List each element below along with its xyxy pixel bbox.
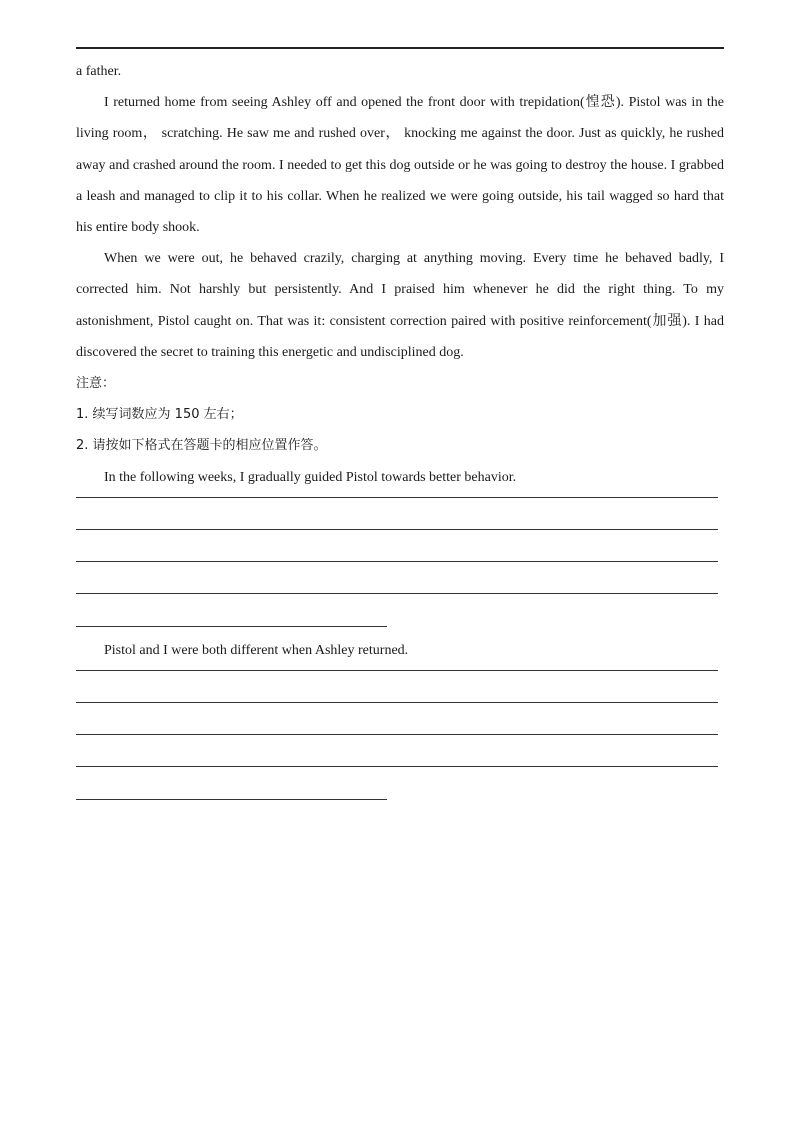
writing-area-2[interactable] bbox=[76, 670, 724, 800]
paragraph-3: When we were out, he behaved crazily, charging at anything moving. Every time he behaved badly, I corrected him. Not harshly but persistently. And I praised him whenever he did the right thing. To my astonishment, Pistol caught on. That was it: consistent correction paired with positive reinforcement(加强). I had discovered the secret to training this energetic and undisciplined dog. bbox=[76, 251, 724, 360]
paragraph-2: I returned home from seeing Ashley off and opened the front door with trepidation(惶恐). Pistol was in the living room， scratching. He saw me and rushed over， knocking me against the door. Just as quickly, he rushed away and crashed around the room. I needed to get this dog outside or he was going to destroy the house. I grabbed a leash and managed to clip it to his collar. When he realized we were going outside, his tail wagged so hard that his entire body shook. bbox=[76, 95, 724, 236]
prompt-first: In the following weeks, I gradually guided Pistol towards better behavior. bbox=[104, 469, 517, 485]
notes-item-2: 2. 请按如下格式在答题卡的相应位置作答。 bbox=[76, 438, 327, 454]
document-body bbox=[76, 56, 724, 800]
writing-line[interactable] bbox=[76, 670, 718, 671]
writing-line[interactable] bbox=[76, 497, 718, 498]
writing-line[interactable] bbox=[76, 734, 718, 735]
top-rule bbox=[76, 47, 724, 49]
writing-line[interactable] bbox=[76, 561, 718, 562]
prompt-second: Pistol and I were both different when Ashley returned. bbox=[104, 642, 409, 658]
writing-line[interactable] bbox=[76, 702, 718, 703]
writing-area-1[interactable] bbox=[76, 497, 724, 627]
notes-title: 注意： bbox=[76, 376, 116, 392]
notes-item-1: 1. 续写词数应为 150 左右； bbox=[76, 407, 243, 423]
continued-line: a father. bbox=[76, 64, 122, 79]
writing-line[interactable] bbox=[76, 626, 387, 627]
writing-line[interactable] bbox=[76, 593, 718, 594]
writing-line[interactable] bbox=[76, 766, 718, 767]
writing-line[interactable] bbox=[76, 529, 718, 530]
writing-line[interactable] bbox=[76, 799, 387, 800]
